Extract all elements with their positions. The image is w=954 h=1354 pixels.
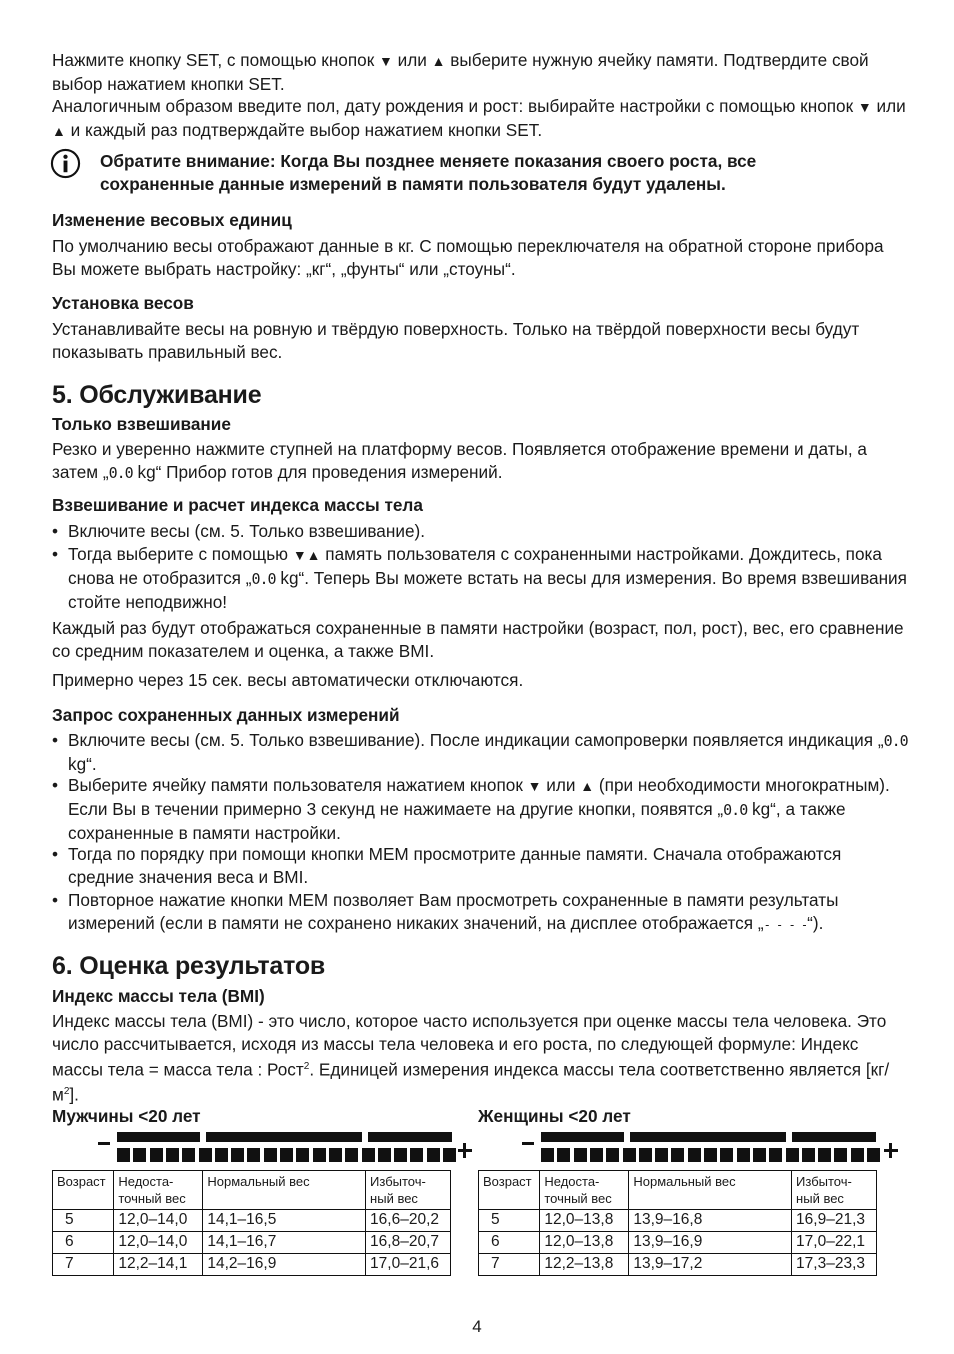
scale-segment bbox=[231, 1148, 244, 1162]
bullet-item bbox=[52, 843, 912, 889]
scale-segment bbox=[199, 1148, 212, 1162]
scale-segment bbox=[264, 1148, 277, 1162]
bmi-text: ]. bbox=[69, 1084, 79, 1105]
women-bmi-table bbox=[478, 1170, 877, 1276]
superscript: 2 bbox=[63, 1086, 70, 1098]
scale-segment bbox=[753, 1148, 766, 1162]
table-row bbox=[479, 1210, 877, 1232]
bmi-weigh-heading: Взвешивание и расчет индекса массы тела bbox=[52, 495, 423, 515]
table-cell: 12,0–13,8 bbox=[540, 1232, 629, 1254]
scale-segment bbox=[345, 1148, 358, 1162]
scale-segment bbox=[427, 1148, 440, 1162]
scale-segment bbox=[541, 1148, 554, 1162]
scale-segment bbox=[704, 1148, 717, 1162]
bullet-item bbox=[52, 729, 912, 776]
minus-icon bbox=[98, 1142, 110, 1145]
weigh-text: Резко и уверенно нажмите ступней на платформу весов. Появляется отображение времени и даты, а затем „ bbox=[52, 439, 867, 482]
table-cell: 17,3–23,3 bbox=[792, 1254, 877, 1276]
scale-segment bbox=[443, 1148, 456, 1162]
table-cell: 12,2–13,8 bbox=[540, 1254, 629, 1276]
col-header-age: Возраст bbox=[53, 1171, 114, 1210]
scale-segment bbox=[182, 1148, 195, 1162]
table-cell: 6 bbox=[53, 1232, 114, 1254]
bullet-text: или bbox=[541, 775, 581, 795]
scale-segment bbox=[639, 1148, 652, 1162]
scale-segment bbox=[818, 1148, 831, 1162]
col-header-normal: Нормальный вес bbox=[203, 1171, 366, 1210]
scale-segment bbox=[117, 1148, 130, 1162]
intro-text: Аналогичным образом введите пол, дату рождения и рост: выбирайте настройки с помощью кнопок bbox=[52, 96, 858, 116]
table-cell: 12,2–14,1 bbox=[114, 1254, 203, 1276]
intro-text: и каждый раз подтверждайте выбор нажатием кнопки SET. bbox=[65, 119, 543, 140]
col-header-normal: Нормальный вес bbox=[629, 1171, 792, 1210]
table-cell: 16,8–20,7 bbox=[366, 1232, 451, 1254]
page-number: 4 bbox=[472, 1317, 482, 1336]
bullet-item bbox=[52, 889, 912, 937]
scale-segment bbox=[737, 1148, 750, 1162]
intro-paragraph-1 bbox=[52, 49, 912, 96]
col-header-overweight: Избыточ- ный вес bbox=[366, 1171, 451, 1210]
table-cell: 5 bbox=[479, 1210, 540, 1232]
bullet-text: “). bbox=[807, 912, 824, 933]
scale-segment bbox=[574, 1148, 587, 1162]
table-cell: 14,1–16,5 bbox=[203, 1210, 366, 1232]
scale-segment bbox=[362, 1148, 375, 1162]
scale-segment bbox=[166, 1148, 179, 1162]
scale-segment bbox=[296, 1148, 309, 1162]
scale-bar-underweight bbox=[541, 1132, 624, 1142]
table-row bbox=[53, 1254, 451, 1276]
bullet-text: Повторное нажатие кнопки MEM позволяет Вам просмотреть сохраненные в памяти результаты измерений (если в памяти не сохранено никаких значений, на дисплее отображается „ bbox=[68, 890, 839, 933]
table-cell: 16,6–20,2 bbox=[366, 1210, 451, 1232]
bullet-text: kg“, а также сохраненные в памяти настройки. bbox=[68, 798, 846, 843]
table-row bbox=[479, 1254, 877, 1276]
table-cell: 7 bbox=[479, 1254, 540, 1276]
setup-heading: Установка весов bbox=[52, 293, 194, 313]
intro-paragraph-2 bbox=[52, 95, 912, 143]
section-5-title: 5. Обслуживание bbox=[52, 381, 262, 409]
table-cell: 12,0–14,0 bbox=[114, 1232, 203, 1254]
scale-segment bbox=[590, 1148, 603, 1162]
lcd-zero-display: 0.0 bbox=[108, 463, 133, 482]
scale-segment bbox=[606, 1148, 619, 1162]
men-table-title: Мужчины <20 лет bbox=[52, 1106, 201, 1126]
scale-segment bbox=[671, 1148, 684, 1162]
col-header-underweight: Недоста- точный вес bbox=[114, 1171, 203, 1210]
scale-segment bbox=[720, 1148, 733, 1162]
scale-segment bbox=[802, 1148, 815, 1162]
lcd-zero-display: 0.0 bbox=[251, 569, 276, 588]
up-arrow-icon: ▲ bbox=[52, 122, 66, 139]
bmi-index-text bbox=[52, 1010, 912, 1107]
bmi-paragraph-1: Каждый раз будут отображаться сохраненные в памяти настройки (возраст, пол, рост), вес, его сравнение со средним показателем и оценка, а также BMI. bbox=[52, 618, 904, 661]
women-table-title: Женщины <20 лет bbox=[478, 1106, 631, 1126]
info-icon bbox=[50, 148, 81, 179]
scale-segment bbox=[410, 1148, 423, 1162]
table-row bbox=[479, 1232, 877, 1254]
intro-text: или bbox=[392, 50, 432, 70]
units-heading: Изменение весовых единиц bbox=[52, 210, 292, 230]
scale-segment bbox=[834, 1148, 847, 1162]
scale-segment bbox=[394, 1148, 407, 1162]
lcd-zero-display: 0.0 bbox=[883, 732, 908, 750]
scale-segment bbox=[150, 1148, 163, 1162]
table-cell: 13,9–17,2 bbox=[629, 1254, 792, 1276]
down-arrow-icon: ▼ bbox=[379, 53, 393, 69]
intro-text: выберите нужную ячейку памяти. Подтвердите свой выбор нажатием кнопки SET. bbox=[52, 50, 869, 94]
bullet-item bbox=[52, 520, 912, 543]
down-up-arrows-icon: ▼▲ bbox=[292, 547, 321, 563]
bullet-item bbox=[52, 774, 912, 844]
bullet-text: Тогда по порядку при помощи кнопки MEM просмотрите данные памяти. Сначала отображаются средние значения веса и BMI. bbox=[68, 844, 842, 887]
table-cell: 13,9–16,9 bbox=[629, 1232, 792, 1254]
section-6-title: 6. Оценка результатов bbox=[52, 952, 326, 980]
scale-bar-normal bbox=[206, 1132, 362, 1142]
scale-bar-overweight bbox=[368, 1132, 452, 1142]
bmi-text: Индекс массы тела (BMI) - это число, которое часто используется при оценке массы тела человека. Это число рассчитывается, исходя из массы тела человека и его роста, по следующей формуле: Индекс массы тела = масса тела : Рост bbox=[52, 1011, 887, 1080]
note-text: Обратите внимание: Когда Вы позднее меняете показания своего роста, все сохраненные данные измерений в памяти пользователя будут удалены. bbox=[100, 151, 757, 194]
bullet-text: Включите весы (см. 5. Только взвешивание). bbox=[68, 521, 426, 541]
scale-bar-overweight bbox=[792, 1132, 876, 1142]
scale-segment bbox=[329, 1148, 342, 1162]
bullet-text: память пользователя с сохраненными настройками. Дождитесь, пока снова не отобразится „ bbox=[68, 544, 882, 588]
table-cell: 5 bbox=[53, 1210, 114, 1232]
table-cell: 17,0–21,6 bbox=[366, 1254, 451, 1276]
scale-segment bbox=[378, 1148, 391, 1162]
bullet-text: (при необходимости многократным). Если Вы в течении примерно 3 секунд не нажимаете на другие кнопки, появятся „ bbox=[68, 775, 890, 819]
scale-segment bbox=[786, 1148, 799, 1162]
table-cell: 14,2–16,9 bbox=[203, 1254, 366, 1276]
table-cell: 17,0–22,1 bbox=[792, 1232, 877, 1254]
scale-segment bbox=[769, 1148, 782, 1162]
table-cell: 16,9–21,3 bbox=[792, 1210, 877, 1232]
bmi-scale-women bbox=[522, 1131, 902, 1165]
bmi-index-heading: Индекс массы тела (BMI) bbox=[52, 986, 265, 1006]
col-header-underweight: Недоста- точный вес bbox=[540, 1171, 629, 1210]
units-text: По умолчанию весы отображают данные в кг. С помощью переключателя на обратной стороне прибора Вы можете выбрать настройку: „кг“, „фунты“ или „стоуны“. bbox=[52, 236, 884, 279]
weigh-only-text bbox=[52, 438, 912, 485]
scale-segment bbox=[655, 1148, 668, 1162]
col-header-age: Возраст bbox=[479, 1171, 540, 1210]
weigh-text: kg“ Прибор готов для проведения измерений. bbox=[132, 461, 503, 482]
scale-segment bbox=[557, 1148, 570, 1162]
setup-text: Устанавливайте весы на ровную и твёрдую поверхность. Только на твёрдой поверхности весы будут показывать правильный вес. bbox=[52, 319, 860, 362]
table-row bbox=[53, 1210, 451, 1232]
scale-segment bbox=[280, 1148, 293, 1162]
bullet-text: Выберите ячейку памяти пользователя нажатием кнопок bbox=[68, 775, 528, 795]
scale-segment bbox=[215, 1148, 228, 1162]
minus-icon bbox=[522, 1142, 534, 1145]
plus-icon bbox=[889, 1143, 892, 1158]
down-arrow-icon: ▼ bbox=[857, 99, 872, 115]
table-cell: 14,1–16,7 bbox=[203, 1232, 366, 1254]
weigh-only-heading: Только взвешивание bbox=[52, 414, 231, 434]
scale-segment bbox=[867, 1148, 880, 1162]
intro-text: Нажмите кнопку SET, с помощью кнопок bbox=[52, 50, 380, 70]
up-arrow-icon: ▲ bbox=[431, 53, 446, 69]
bullet-text: Тогда выберите с помощью bbox=[68, 544, 293, 564]
memory-heading: Запрос сохраненных данных измерений bbox=[52, 705, 400, 725]
bullet-text: Включите весы (см. 5. Только взвешивание). После индикации самопроверки появляется индикация „ bbox=[68, 730, 884, 750]
bmi-scale-men bbox=[98, 1131, 478, 1165]
scale-bar-normal bbox=[630, 1132, 786, 1142]
scale-segment bbox=[688, 1148, 701, 1162]
bmi-paragraph-2: Примерно через 15 сек. весы автоматически отключаются. bbox=[52, 670, 524, 690]
bmi-text: . Единицей измерения индекса массы тела соответственно является [кг/м bbox=[52, 1059, 890, 1105]
table-cell: 12,0–14,0 bbox=[114, 1210, 203, 1232]
scale-segment bbox=[851, 1148, 864, 1162]
lcd-zero-display: 0.0 bbox=[723, 800, 748, 819]
col-header-overweight: Избыточ- ный вес bbox=[792, 1171, 877, 1210]
men-bmi-table bbox=[52, 1170, 451, 1276]
down-arrow-icon: ▼ bbox=[527, 778, 542, 794]
plus-icon bbox=[463, 1143, 466, 1158]
table-cell: 6 bbox=[479, 1232, 540, 1254]
scale-segment bbox=[133, 1148, 146, 1162]
bullet-item bbox=[52, 543, 912, 613]
table-cell: 7 bbox=[53, 1254, 114, 1276]
table-cell: 12,0–13,8 bbox=[540, 1210, 629, 1232]
up-arrow-icon: ▲ bbox=[580, 778, 595, 794]
table-cell: 13,9–16,8 bbox=[629, 1210, 792, 1232]
intro-text: или bbox=[871, 96, 906, 116]
lcd-dash-display: - - - - bbox=[763, 917, 808, 932]
scale-segment bbox=[247, 1148, 260, 1162]
bullet-text: kg“. Теперь Вы можете встать на весы для измерения. Во время взвешивания стойте неподвижно! bbox=[68, 567, 907, 612]
scale-segment bbox=[623, 1148, 636, 1162]
bullet-text: kg“. bbox=[68, 753, 97, 774]
superscript: 2 bbox=[303, 1060, 310, 1072]
table-row bbox=[53, 1232, 451, 1254]
scale-segment bbox=[313, 1148, 326, 1162]
scale-bar-underweight bbox=[117, 1132, 200, 1142]
